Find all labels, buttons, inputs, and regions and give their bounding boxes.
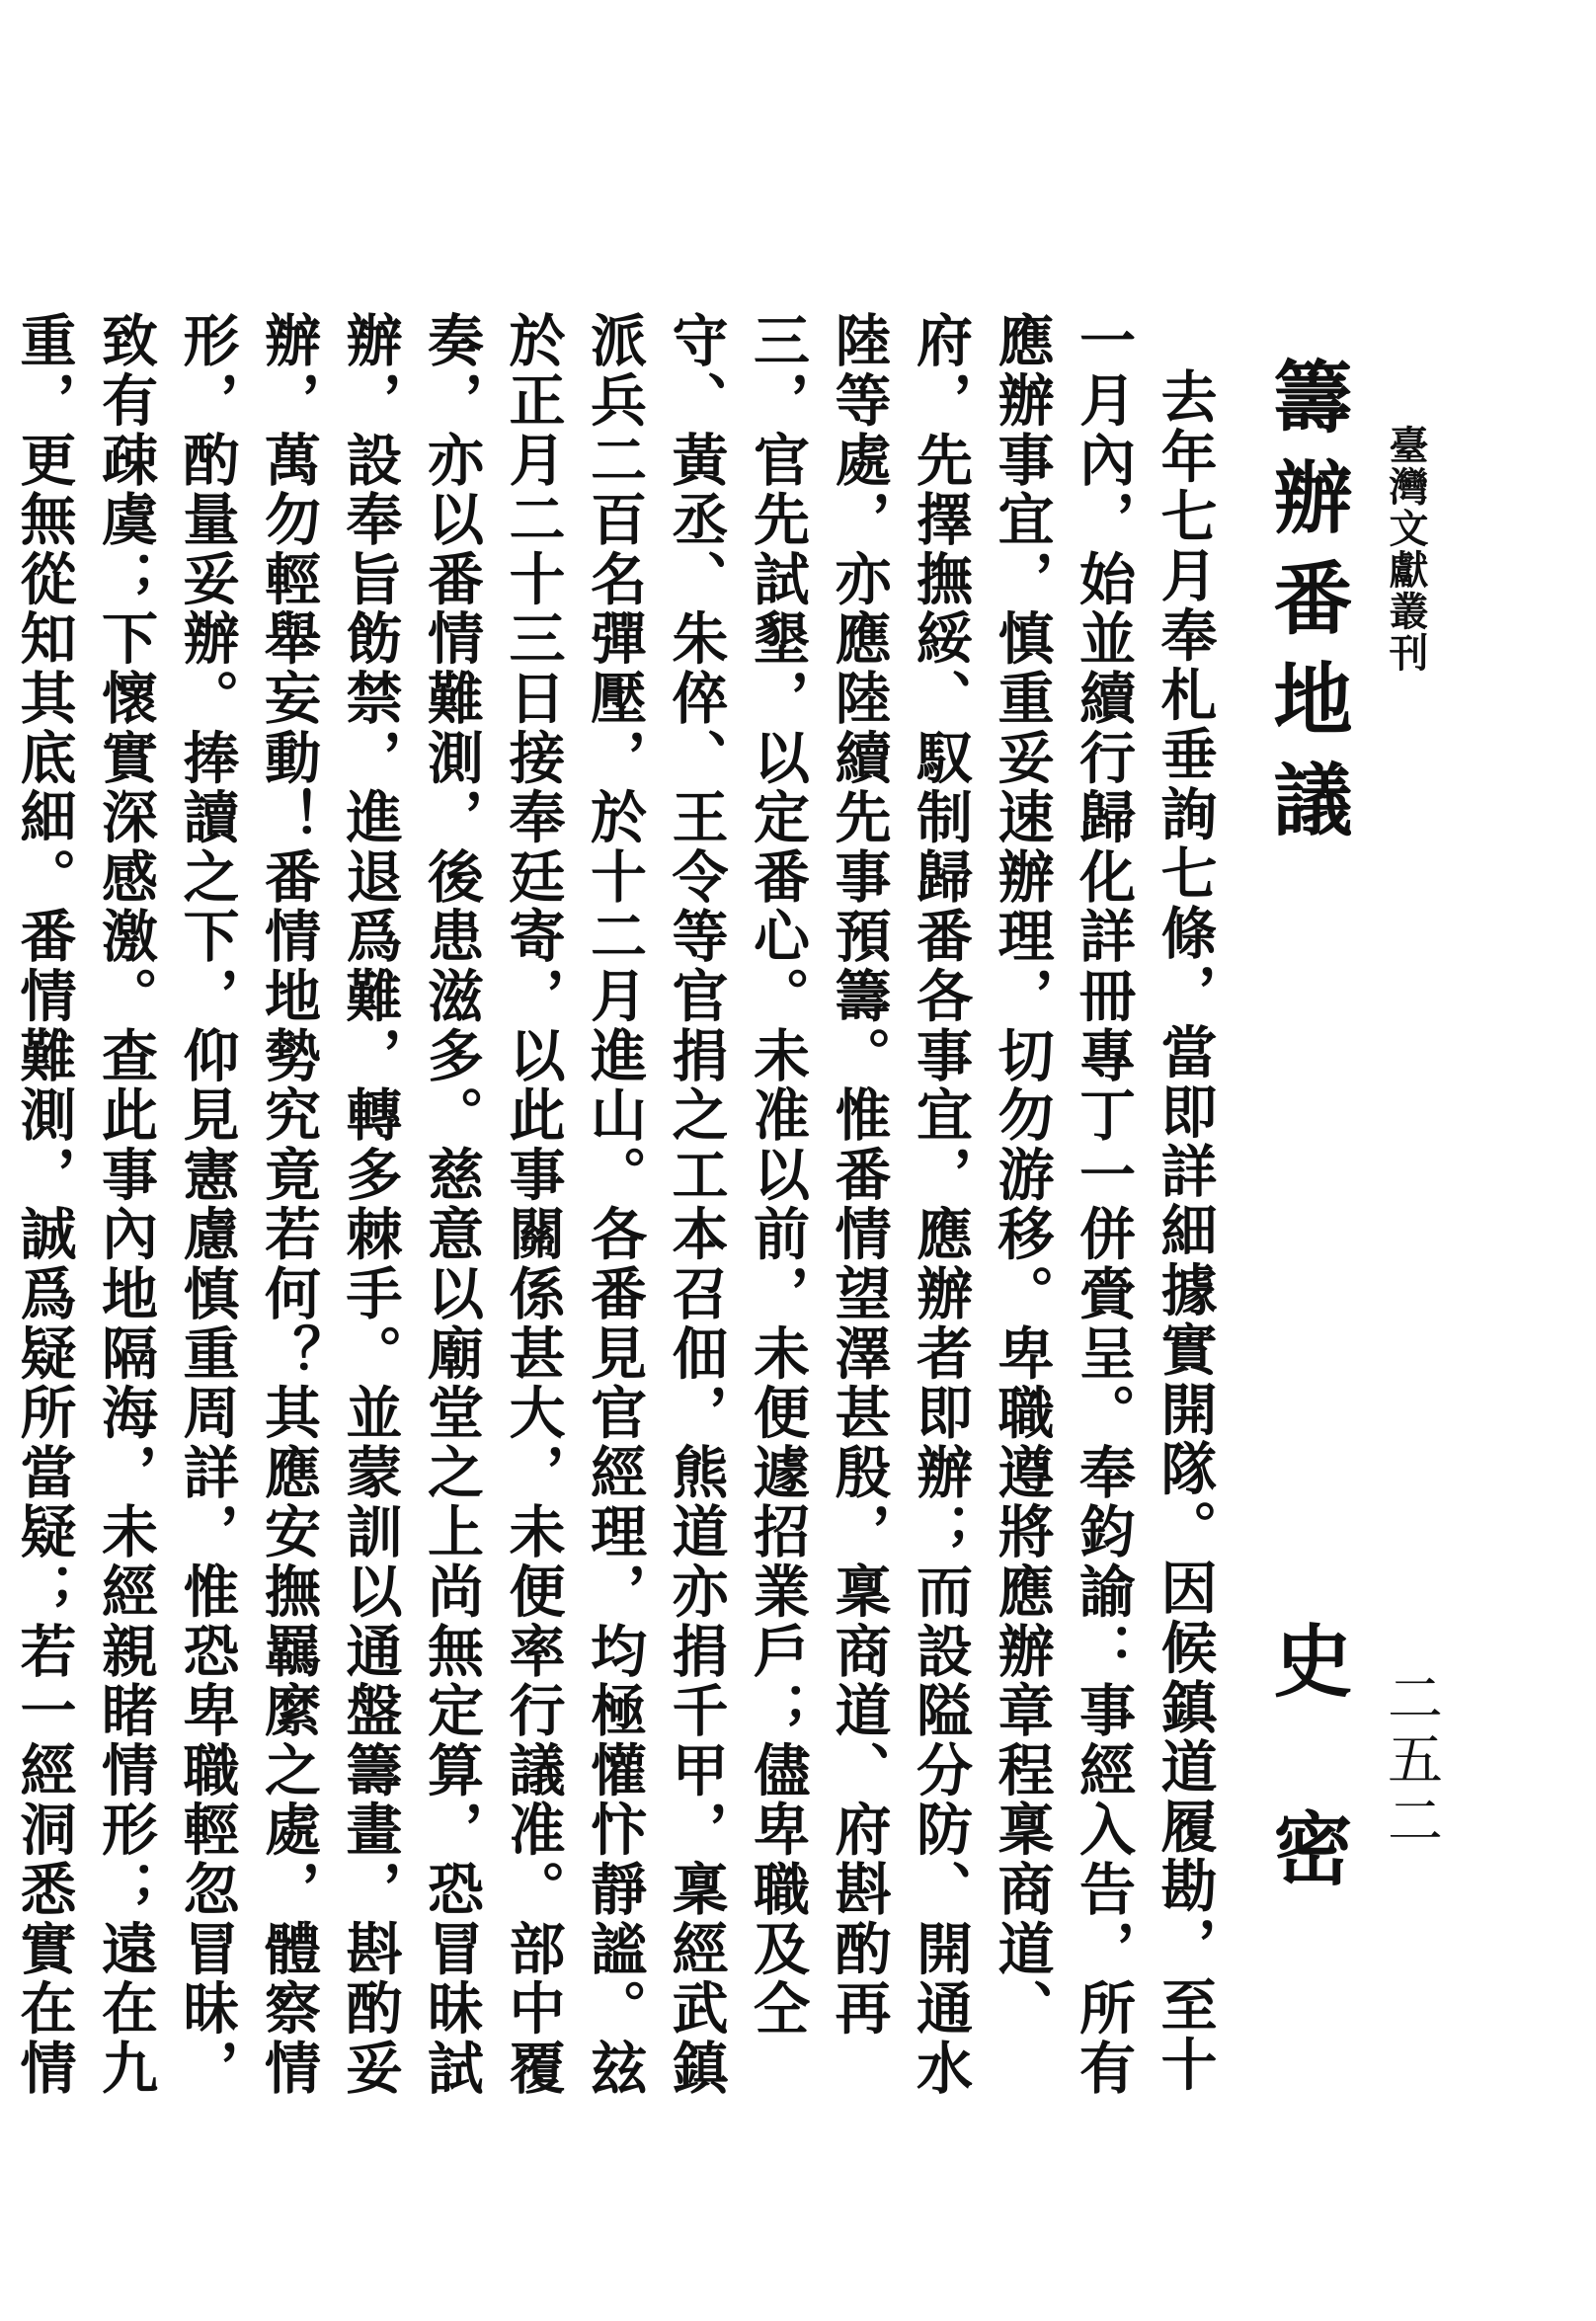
page-number: 二五二 xyxy=(1379,1669,1443,1853)
essay-author: 史密 xyxy=(1260,1620,1353,1995)
essay-title: 籌辦番地議 xyxy=(1260,356,1353,859)
series-title: 臺灣文獻叢刊 xyxy=(1383,425,1429,674)
body-paragraph: 去年七月奉札垂詢七條，當即詳細據實開隊。因候鎮道履勘，至十一月內，始並續行歸化詳冊專丁一併賫呈。奉鈞諭：事經入告，所有應辦事宜，慎重妥速辦理，切勿游移。卑職遵將應辦章程稟商道、府，先擇撫綏、馭制歸番各事宜，應辦者即辦；而設隘分防、開通水陸等處，亦應陸續先事預籌。惟番情望澤甚殷，稟商道、府斟酌再三，官先試墾，以定番心。未准以前，未便遽招業戶；儘卑職及仝守、黃丞、朱倅、王令等官捐之工本召佃，熊道亦捐千甲，稟經武鎮派兵二百名彈壓，於十二月進山。各番見官經理，均極懽忭靜謐。玆於正月二十三日接奉廷寄，以此事關係甚大，未便率行議准。部中覆奏，亦以番情難測，後患滋多。慈意以廟堂之上尚無定算，恐冒昧試辦，設奉旨飭禁，進退爲難，轉多棘手。並蒙訓以通盤籌畫，斟酌妥辦，萬勿輕舉妄動！番情地勢究竟若何？其應安撫羈縻之處，體察情形，酌量妥辦。捧讀之下，仰見憲慮慎重周詳，惟恐卑職輕忽冒昧，致有疎虞；下懷實深感激。查此事內地隔海，未經親睹情形；遠在九重，更無從知其底細。番情難測，誠爲疑所當疑；若一經洞悉實在情 xyxy=(11,311,1218,2098)
essay-body xyxy=(11,311,1225,2138)
